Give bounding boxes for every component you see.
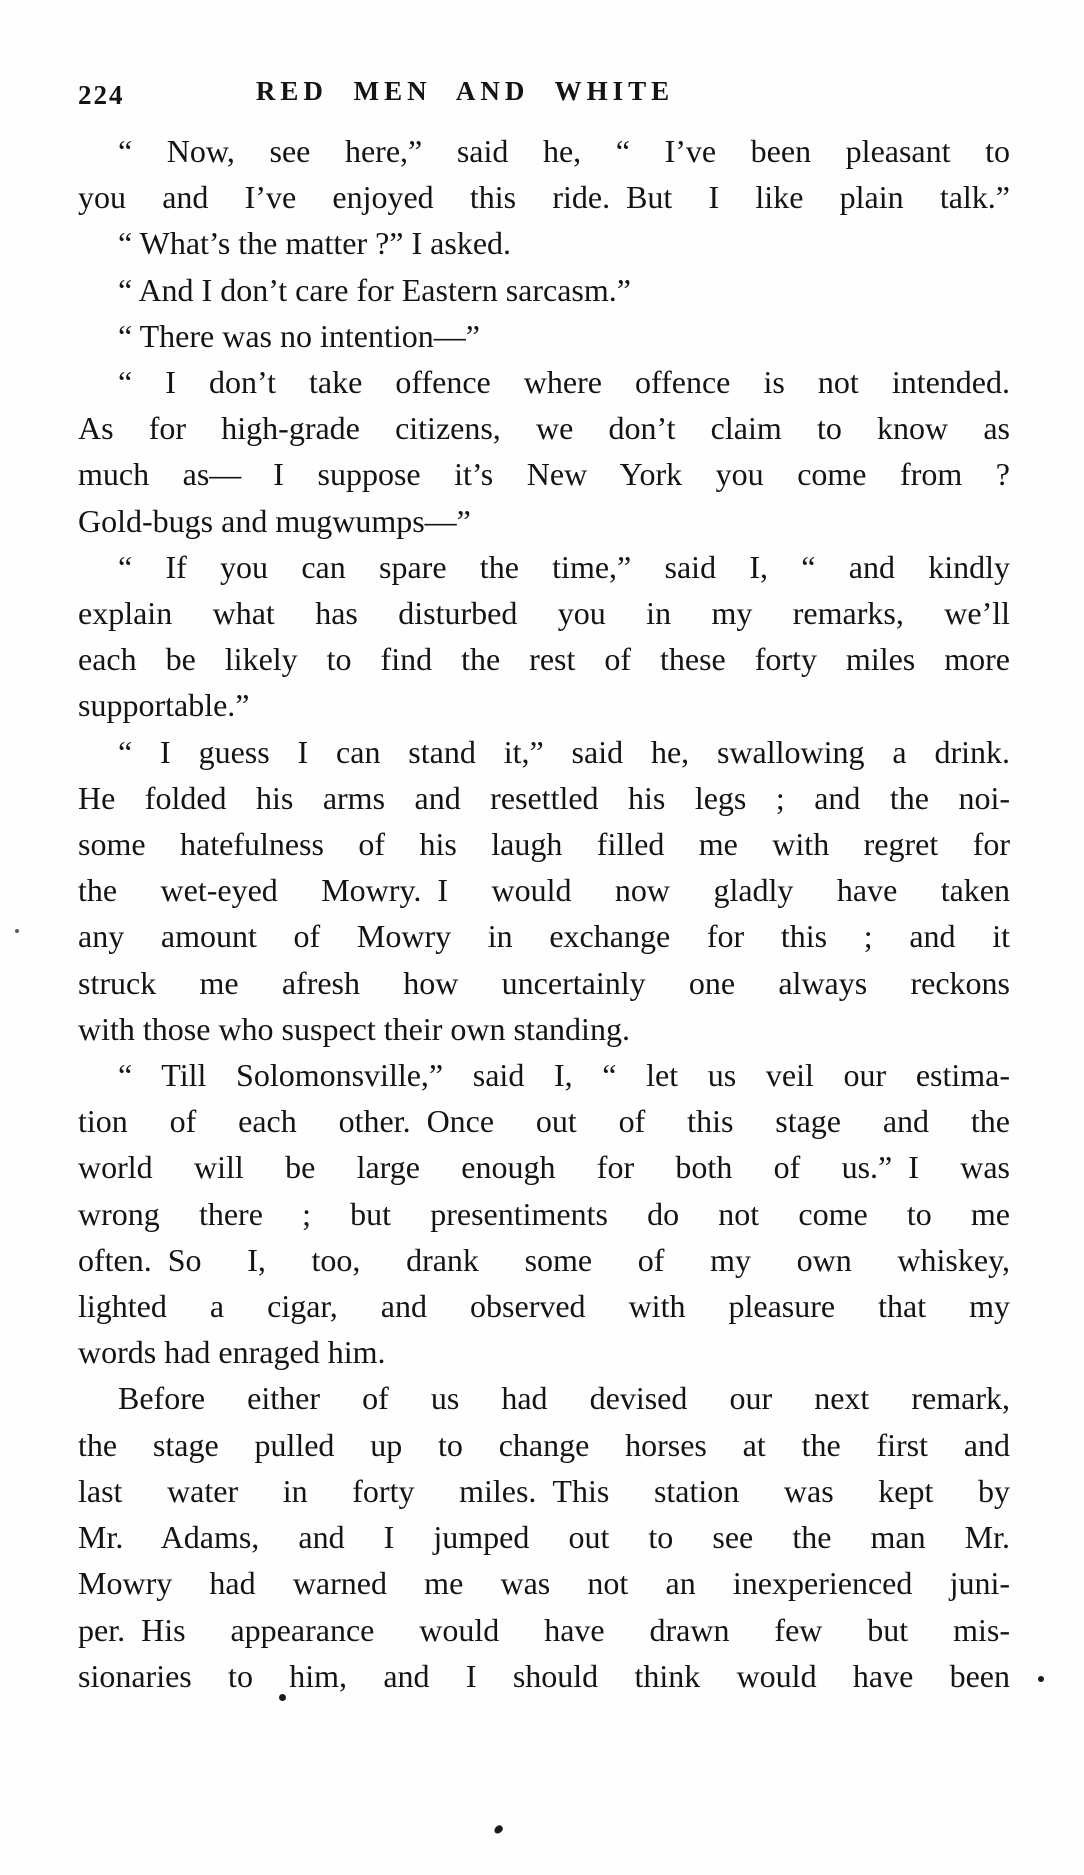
text-line: Mowry had warned me was not an inexperienced juni-	[78, 1565, 1010, 1602]
text-line: sionaries to him, and I should think would have been	[78, 1657, 1010, 1694]
text-line: “ I guess I can stand it,” said he, swallowing a drink.	[118, 733, 1010, 770]
page-number: 224	[78, 80, 125, 110]
text-line: “ And I don’t care for Eastern sarcasm.”	[118, 271, 631, 308]
text-line: with those who suspect their own standing.	[78, 1010, 630, 1047]
text-line: words had enraged him.	[78, 1334, 386, 1371]
text-line: tion of each other. Once out of this stage and the	[78, 1103, 1010, 1140]
text-line: often. So I, too, drank some of my own whiskey,	[78, 1241, 1010, 1278]
text-line: supportable.”	[78, 687, 250, 724]
text-line: struck me afresh how uncertainly one always reckons	[78, 964, 1010, 1001]
text-line: the stage pulled up to change horses at the first and	[78, 1426, 1010, 1463]
text-line: “ Till Solomonsville,” said I, “ let us veil our estima-	[118, 1057, 1010, 1094]
text-line: “ I don’t take offence where offence is not intended.	[118, 364, 1010, 401]
text-line: explain what has disturbed you in my remarks, we’ll	[78, 595, 1010, 632]
page-header	[0, 76, 1084, 116]
text-line: He folded his arms and resettled his legs ; and the noi-	[78, 779, 1010, 816]
text-line: “ What’s the matter ?” I asked.	[118, 225, 512, 262]
text-line: Before either of us had devised our next remark,	[118, 1380, 1010, 1417]
running-title: RED MEN AND WHITE	[255, 76, 675, 106]
ink-speck	[15, 929, 19, 933]
text-line: wrong there ; but presentiments do not come to me	[78, 1195, 1010, 1232]
text-line: “ There was no intention—”	[118, 317, 480, 354]
text-line: lighted a cigar, and observed with pleasure that my	[78, 1288, 1010, 1325]
text-line: Mr. Adams, and I jumped out to see the man Mr.	[78, 1519, 1010, 1556]
ink-speck	[1038, 1676, 1044, 1682]
ink-speck	[493, 1824, 504, 1835]
text-line: per. His appearance would have drawn few but mis-	[78, 1611, 1010, 1648]
text-line: any amount of Mowry in exchange for this ; and it	[78, 918, 1010, 955]
text-line: “ Now, see here,” said he, “ I’ve been pleasant to	[118, 133, 1010, 169]
text-line: world will be large enough for both of us.” I was	[78, 1149, 1010, 1186]
text-line: “ If you can spare the time,” said I, “ and kindly	[118, 548, 1010, 585]
text-line: you and I’ve enjoyed this ride. But I like plain talk.”	[78, 179, 1010, 216]
text-line: As for high-grade citizens, we don’t claim to know as	[78, 410, 1010, 447]
ink-speck	[279, 1694, 286, 1701]
text-line: each be likely to find the rest of these forty miles more	[78, 641, 1010, 678]
text-line: much as— I suppose it’s New York you come from ?	[78, 456, 1010, 493]
text-line: Gold-bugs and mugwumps—”	[78, 502, 471, 539]
text-line: last water in forty miles. This station was kept by	[78, 1472, 1010, 1509]
body-text	[78, 128, 1010, 1699]
text-line: the wet-eyed Mowry. I would now gladly have taken	[78, 872, 1010, 909]
text-line: some hatefulness of his laugh filled me with regret for	[78, 826, 1010, 863]
